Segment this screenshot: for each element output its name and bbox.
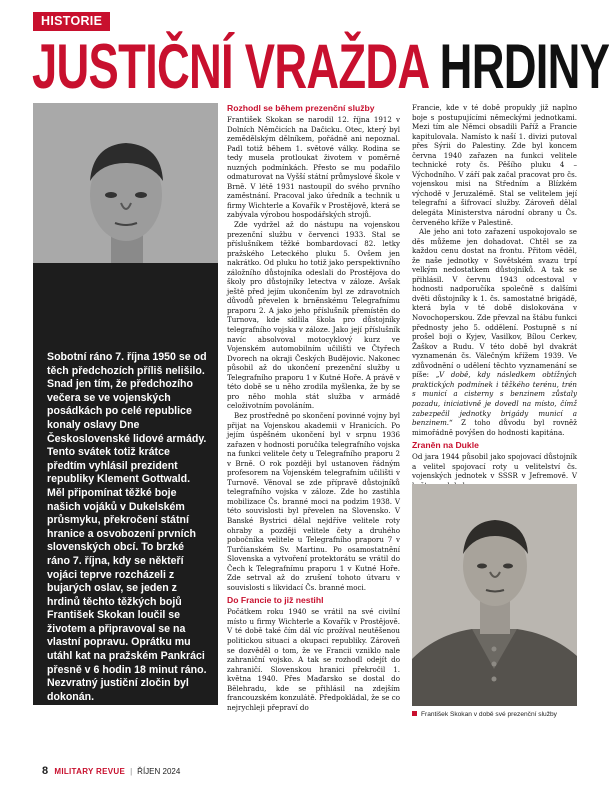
article-column-1 [227, 103, 400, 712]
paragraph: Zde vydržel až do nástupu na vojenskou prezenční službu v červenci 1933. Stal se příslušníkem těžké bombardovací 82. letky pražského Leteckého pluku 5. Ovšem jen nakrátko. Od pluku ho totiž jako perspektivního záložního důstojníka odeslali do Prostějova do školy pro důstojníky letectva v záloze. Avšak ještě před jejím ukončením byl ze zdravotních důvodů převelen k brněnskému Telegrafnímu praporu 2. A jako jeho příslušník přemístěn do Turnova, kde sídlila škola pro důstojníky telegrafního vojska v záloze. Jako její příslušník navíc absolvoval motocyklový kurz ve Vojenském automobilním učilišti ve Čtyřech Dvorech na okraji Českých Budějovic. Nakonec působil až do ukončení prezenční služby u Telegrafního praporu 1 v Kutné Hoře. A právě v této době se u něho zrodila myšlenka, že by se pro něho mohla stát služba v armádě celoživotním povoláním. [227, 220, 400, 411]
caption-square-icon [412, 711, 417, 716]
page-number: 8 [42, 765, 49, 777]
article-column-2 [412, 103, 577, 481]
headline-black: HRDINY [439, 32, 609, 102]
quote: „V době, kdy následkem obtížných praktických podmínek i těžkého terénu, trén s municí a cisterny s benzinem zůstaly pozadu, iniciativně je dovedl na místo, čímž zabezpečil jednotky brigády municí a benzinem.“ [412, 370, 577, 428]
paragraph: Počátkem roku 1940 se vrátil na své civilní místo u firmy Wichterle a Kovařík v Prostějově. V té době také čím dál víc prožíval neutěšenou politickou situaci a okupaci republiky. Zároveň se dozvěděl o tom, že ve Francii vzniklo nale zahraniční vojsko. A tak se rozhodl odejít do zahraničí. Slovenskou hranici překročil 1. května 1940. Přes Maďarsko se dostal do Bělehradu, kde se přihlásil na zdejším francouzském konzulátě. Předpokládal, že se co nejrychleji přepraví do [227, 607, 400, 712]
photo-caption [412, 711, 587, 718]
lead-paragraph: Sobotní ráno 7. října 1950 se od těch předchozích příliš nelišilo. Snad jen tím, že předchozího večera se ve vojenských posádkách po celé republice konaly oslavy Dne Československé lidové armády. Tento svátek totiž krátce předtím vyhlásil prezident republiky Klement Gottwald. Měl připomínat těžké boje našich vojáků v Dukelském průsmyku, překročení státní hranice a osvobození prvních slovenských obcí. To brzké ráno 7. října, kdy se někteří vojáci teprve rozcházeli z bujarých oslav, se jeden z hrdinů těchto těžkých bojů František Skokan loučil se životem a připravoval se na vlastní popravu. Oprátku mu utáhl kat na pražském Pankráci přesně v 6 hodin 18 minut ráno. Nezvratný justiční zločin byl dokonán. [33, 263, 218, 705]
section-tag: HISTORIE [33, 12, 110, 31]
paragraph-text: Ale jeho ani toto zařazení uspokojovalo se děs můžeme jen dohadovat. Chtěl se za každou cenu dostat na frontu. Přitom věděl, že naše jednotky v Sovětském svazu trpí velkým nedostatkem důstojníků. A tak se přihlásil. V červnu 1943 odcestoval v hodnosti nadporučíka společně s dalšími dvěti důstojníky k 1. čs. samostatné brigádě, která byla v té době dislokována v Novochoperskou. Zde převzal na štábu funkci přednosty jeho 5. oddělení. Postupně s ní prošel boji o Kyjev, Vasilkov, Bílou Cerkev, Žaškov a Rudu. V této době byl dvakrát vyznamenán čs. Válečným křížem 1939. Ve zdůvodnění o udělení těchto vyznamenání se píše: [412, 227, 577, 380]
caption-text: František Skokan v době své prezenční služby [421, 711, 557, 718]
uniform-portrait-photo [412, 484, 577, 706]
headline-red: JUSTIČNÍ VRAŽDA [32, 32, 428, 102]
page-footer [42, 764, 180, 778]
headline [32, 32, 609, 102]
footer-separator: | [130, 767, 133, 776]
subheading-1: Rozhodl se během prezenční služby [227, 103, 375, 113]
magazine-name: MILITARY REVUE [54, 767, 126, 776]
paragraph: Francie, kde v té době propukly již naplno boje s postupujícími německými jednotkami. Mezi tím ale Němci obsadili Paříž a Francie kapitulovala. Namísto k naší 1. divizi putoval přes Sýrii do Palestiny. Zde byl koncem června 1940 zařazen na funkci velitele technické roty čs. Pěšího pluku 4 – Východního. V září pak začal pracovat pro čs. vojenskou misi na Středním a Blízkém východě v Jeruzalémě. Stal se velitelem její telegrafní a šifrovací služby. Zároveň dělal delegáta Ministerstva národní obrany u Čs. červeného kříže v Palestině. [412, 103, 577, 227]
subheading-3: Zraněn na Dukle [412, 440, 479, 451]
paragraph: Bez prostředně po skončení povinné vojny byl přijat na Vojenskou akademii v Hranicích. Po jejím úspěšném ukončení byl v srpnu 1936 zařazen v hodnosti poručíka telegrafního vojska na funkci velitele čety u Telegrafního praporu 2 v Brně. O rok později byl ustanoven řádným profesorem na Vojenském telegrafním učilišti v Turnově. Věnoval se zde přípravě důstojníků telegrafního vojska v záloze. Zde ho zastihla mobilizace Čs. branné moci na podzim 1938. V této souvislosti byl převelen na Slovensko. V Banské Bystrici dělal nejdříve velitele roty ohraby a později velitele čety a druhého pobočníka velitele u Telegrafního praporu 7 v Turčianském Sv. Martinu. Po osamostatnění Slovenska a vytvoření protektorátu se vrátil do Čech k Telegrafnímu praporu 1 v Kutné Hoře. Zde setrval až do zrušení tohoto útvaru v souvislosti s likvidací Čs. branné moci. [227, 410, 400, 592]
issue-date: ŘÍJEN 2024 [137, 767, 181, 776]
paragraph: Od jara 1944 působil jako spojovací důstojník a velitel spojovací roty u velitelství čs. vojenských jednotek v SSSR v Jefremově. V [412, 452, 577, 481]
paragraph: František Skokan se narodil 12. října 1912 v Dolních Němčicích na Dačicku. Otec, který byl zemědělským dělníkem, pořádně ani nepoznal. Padl totiž během 1. světové války. Rodina se tedy musela protloukat životem v poměrně nuzných podmínkách. Přesto se mu podařilo odmaturovat na Vyšší státní průmyslové škole v Brně. V létě 1931 nastoupil do svého prvního zaměstnání. Pracoval jako úředník a technik u firmy Wichterle a Kovařík v Prostějově, která se zabývala výrobou hospodářských strojů. [227, 115, 400, 220]
paragraph-text: Z toho důvodu byl rovněž mimořádně povýšen do hodnosti kapitána. [412, 418, 577, 437]
paragraph-with-quote [412, 227, 577, 437]
subheading-2: Do Francie to již nestihl [227, 595, 324, 606]
